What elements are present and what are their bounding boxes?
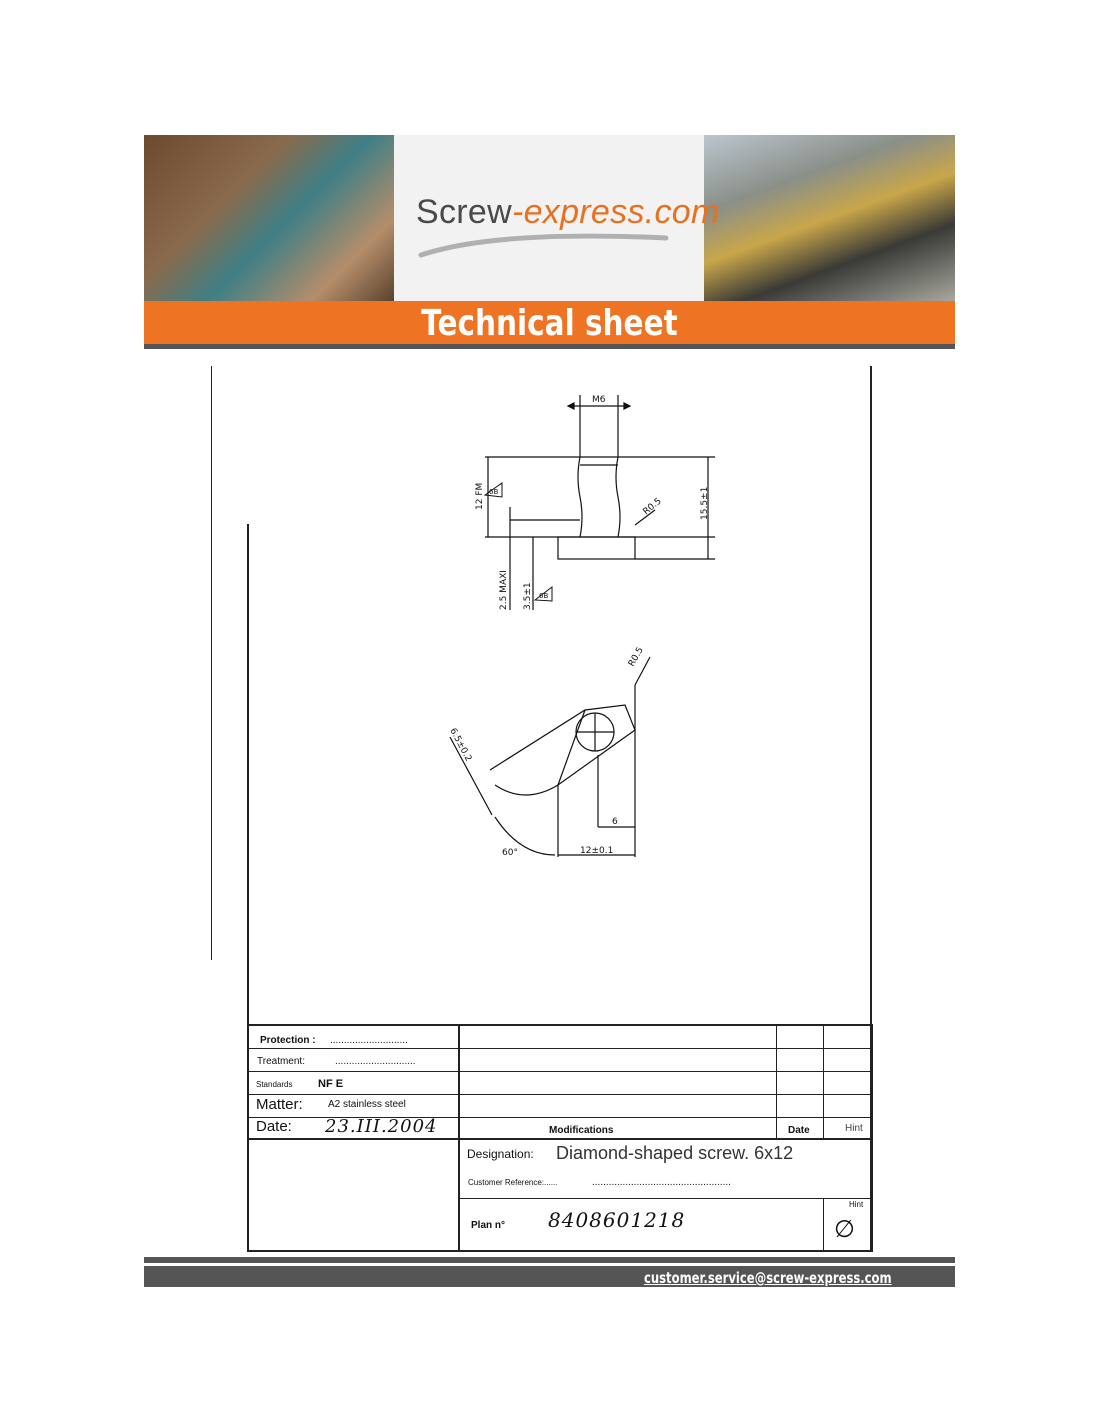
logo-swoosh [416, 230, 676, 260]
dim-6-5: 6.5±0.2 [447, 726, 474, 764]
date-column-label: Date [788, 1125, 810, 1136]
hint-column-label: Hint [845, 1123, 863, 1134]
header-banner [144, 135, 955, 301]
matter-label: Matter: [256, 1096, 303, 1113]
dim-m6: M6 [592, 395, 606, 405]
angle-60: 60° [502, 848, 518, 858]
tb-row-3 [247, 1094, 873, 1095]
dim-r05-top: R0.5 [641, 496, 664, 518]
dim-12-tol: 12±0.1 [580, 846, 614, 856]
tb-top-line [247, 1024, 873, 1026]
footer-divider [144, 1257, 955, 1263]
tb-bottom-line [247, 1250, 873, 1252]
customer-reference-label: Customer Reference:...... [468, 1178, 558, 1187]
standards-label: Standards [256, 1080, 293, 1089]
sheet-title: Technical sheet [421, 303, 678, 344]
tb-col-2 [776, 1024, 777, 1138]
designation-label: Designation: [467, 1147, 534, 1161]
dim-r05-bottom: R0.5 [626, 645, 646, 669]
roughness-1: 6B [489, 488, 499, 496]
roughness-2: 6B [539, 592, 549, 600]
plan-label: Plan n° [471, 1220, 506, 1231]
plan-number: 8408601218 [548, 1208, 686, 1232]
date-value: 23.III.2004 [325, 1116, 438, 1137]
tb-right-line [871, 1024, 873, 1252]
screws-photo [704, 135, 955, 301]
frame-left-inner [247, 524, 249, 1252]
tools-photo [144, 135, 394, 301]
standards-value: NF E [318, 1078, 344, 1090]
protection-label: Protection : [260, 1035, 316, 1046]
dim-2-5-maxi: 2.5 MAXI [499, 570, 509, 610]
tb-col-3 [823, 1024, 824, 1138]
header-divider [144, 344, 955, 349]
brand-domain: -express.com [511, 193, 720, 231]
dim-6: 6 [612, 817, 618, 827]
treatment-value: ............................. [335, 1056, 416, 1067]
protection-value: ............................ [330, 1035, 408, 1046]
contact-email-link[interactable]: customer.service@screw-express.com [644, 1269, 892, 1287]
matter-value: A2 stainless steel [328, 1099, 406, 1110]
modifications-label: Modifications [549, 1125, 614, 1136]
tb-col-hint [823, 1198, 824, 1252]
top-view [450, 657, 650, 857]
treatment-label: Treatment: [257, 1056, 305, 1067]
tb-mid-line [247, 1138, 873, 1140]
tb-row-2 [247, 1071, 873, 1072]
technical-drawing [440, 385, 740, 875]
frame-left-outer [211, 366, 212, 960]
tb-col-1 [458, 1024, 460, 1252]
hint-symbol: ∅ [834, 1215, 855, 1243]
dim-3-5: 3.5±1 [523, 582, 533, 610]
dim-15-5: 15.5±1 [700, 486, 710, 520]
customer-reference-value: .................................................. [592, 1177, 731, 1188]
tb-row-1 [247, 1048, 873, 1049]
date-label: Date: [256, 1118, 292, 1135]
designation-value: Diamond-shaped screw. 6x12 [556, 1143, 794, 1163]
hint-small-label: Hint [849, 1200, 864, 1209]
tb-plan-line [458, 1198, 873, 1199]
brand-name: Screw [416, 193, 512, 231]
dim-12fm: 12 FM [475, 482, 485, 510]
brand-logo [416, 193, 720, 232]
side-view [485, 395, 715, 610]
